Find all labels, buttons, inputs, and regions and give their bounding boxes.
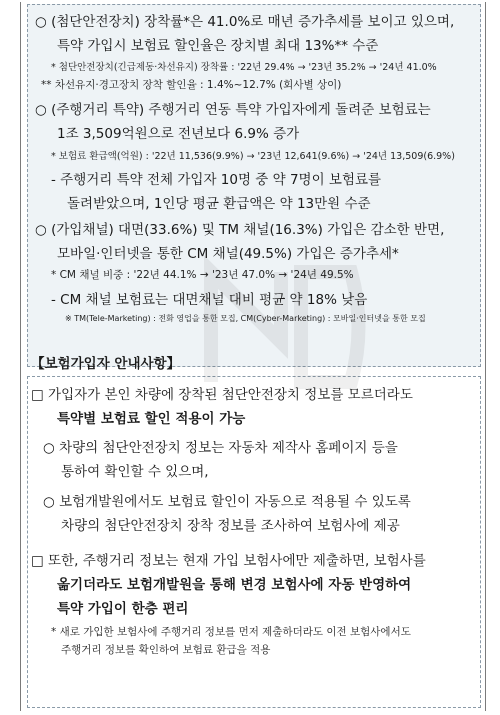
adas-footnote-2: ** 차선유지·경고장치 장착 할인율 : 1.4%~12.7% (회사별 상이) <box>41 79 342 91</box>
guide-item2-line1: □ 또한, 주행거리 정보는 현재 가입 보험사에만 제출하면, 보험사를 <box>31 553 426 569</box>
guide-item1-sub1-line2: 통하여 확인할 수 있으며, <box>61 464 209 480</box>
mileage-line2: 1조 3,509억원으로 전년보다 6.9% 증가 <box>57 126 300 142</box>
guide-item1-line2: 특약별 보험료 할인 적용이 가능 <box>57 411 246 427</box>
channel-line1: ○ (가입채널) 대면(33.6%) 및 TM 채널(16.3%) 가입은 감소한 반면, <box>35 222 445 238</box>
mileage-footnote: * 보험료 환급액(억원) : '22년 11,536(9.9%) → '23년 12,641(9.6%) → '24년 13,509(6.9%) <box>51 151 455 162</box>
channel-definition-note: ※ TM(Tele-Marketing) : 전화 영업을 통한 모집, CM(Cyber-Marketing) : 모바일·인터넷을 통한 모집 <box>65 314 426 323</box>
guide-item1-line1: □ 가입자가 본인 차량에 장착된 첨단안전장치 정보를 모르더라도 <box>31 387 413 403</box>
adas-rate-line1: ○ (첨단안전장치) 장착률*은 41.0%로 매년 증가추세를 보이고 있으며, <box>35 14 455 30</box>
mileage-line1: ○ (주행거리 특약) 주행거리 연동 특약 가입자에게 돌려준 보험료는 <box>35 102 431 118</box>
document-page <box>20 2 486 711</box>
channel-footnote: * CM 채널 비중 : '22년 44.1% → '23년 47.0% → '24년 49.5% <box>51 269 354 281</box>
guide-item2-line2: 옮기더라도 보험개발원을 통해 변경 보험사에 자동 반영하여 <box>57 577 412 593</box>
guide-heading: 【보험가입자 안내사항】 <box>31 356 181 372</box>
mileage-sub-line1: - 주행거리 특약 전체 가입자 10명 중 약 7명이 보험료를 <box>51 172 382 188</box>
channel-sub-line: - CM 채널 보험료는 대면채널 대비 평균 약 18% 낮음 <box>51 292 368 308</box>
guide-footnote-line1: * 새로 가입한 보험사에 주행거리 정보를 먼저 제출하더라도 이전 보험사에서도 <box>51 626 411 638</box>
channel-line2: 모바일·인터넷을 통한 CM 채널(49.5%) 가입은 증가추세* <box>57 246 399 262</box>
guide-item2-line3: 특약 가입이 한층 편리 <box>57 601 189 617</box>
guide-item1-sub1-line1: ○ 차량의 첨단안전장치 정보는 자동차 제작사 홈페이지 등을 <box>43 440 398 456</box>
guide-item1-sub2-line1: ○ 보험개발원에서도 보험료 할인이 자동으로 적용될 수 있도록 <box>43 494 411 510</box>
guide-item1-sub2-line2: 차량의 첨단안전장치 장착 정보를 조사하여 보험사에 제공 <box>61 518 400 534</box>
adas-footnote-1: * 첨단안전장치(긴급제동·차선유지) 장착률 : '22년 29.4% → '23년 35.2% → '24년 41.0% <box>51 62 437 73</box>
guide-footnote-line2: 주행거리 정보를 확인하여 보험료 환급을 적용 <box>61 644 271 656</box>
mileage-sub-line2: 돌려받았으며, 1인당 평균 환급액은 약 13만원 수준 <box>67 196 371 212</box>
adas-rate-line2: 특약 가입시 보험료 할인율은 장치별 최대 13%** 수준 <box>57 38 379 54</box>
